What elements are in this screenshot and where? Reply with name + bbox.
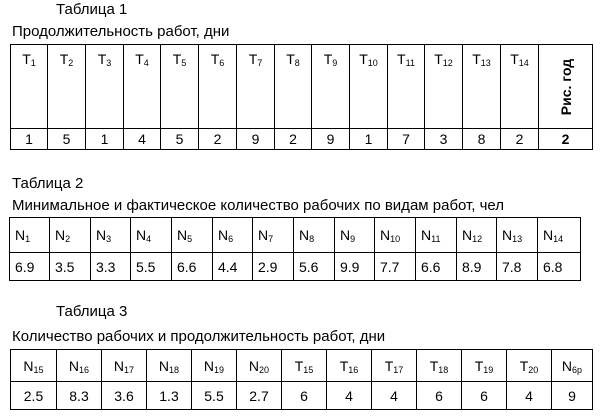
table2-title: Минимальное и фактическое количество рабочих по видам работ, чел: [12, 197, 505, 214]
table2-value-cell: 4.4: [213, 253, 253, 281]
table1-value-cell: 8: [463, 129, 501, 150]
table3-header-cell: $N_{20}$: [237, 350, 282, 382]
table1-value-cell: 9: [312, 129, 350, 150]
table1-value-row: [11, 129, 593, 150]
table2-header-cell: $N_1$: [10, 218, 50, 253]
table2-header-cell: $N_{10}$: [375, 218, 416, 253]
table2-value-cell: 8.9: [457, 253, 497, 281]
table2-value-cell: 3.3: [91, 253, 131, 281]
table3-value-cell: 6: [462, 382, 507, 410]
table2-value-cell: 5.5: [131, 253, 172, 281]
table1-header-cell: $T_2$: [48, 45, 86, 129]
table2-header-cell: $N_4$: [131, 218, 172, 253]
table3-header-cell: $T_{15}$: [282, 350, 327, 382]
table1-title: Продолжительность работ, дни: [12, 23, 230, 40]
table3-value-cell: 4: [327, 382, 372, 410]
table2-header-cell: $N_{14}$: [538, 218, 581, 253]
table2-caption: Таблица 2: [12, 175, 84, 192]
table2-value-cell: 3.5: [50, 253, 91, 281]
table2-header-cell: $N_9$: [335, 218, 375, 253]
table2-header-cell: $N_3$: [91, 218, 131, 253]
table3-title: Количество рабочих и продолжительность работ, дни: [12, 328, 386, 345]
table1-value-cell: 3: [425, 129, 463, 150]
table1-value-cell: 2: [275, 129, 312, 150]
table1: [10, 44, 593, 150]
table2-header-cell: $N_2$: [50, 218, 91, 253]
table3-caption: Таблица 3: [56, 303, 128, 320]
table1-header-row: [11, 45, 593, 129]
table1-header-cell: $T_6$: [199, 45, 237, 129]
table3-value-cell: 8.3: [57, 382, 102, 410]
table1-header-cell: $T_{13}$: [463, 45, 501, 129]
table3-header-cell: $N_{6р}$: [552, 350, 593, 382]
table2-value-cell: 7.7: [375, 253, 416, 281]
table2: [9, 217, 581, 281]
table3-header-cell: $T_{19}$: [462, 350, 507, 382]
table2-header-cell: $N_6$: [213, 218, 253, 253]
table2-value-cell: 6.6: [172, 253, 213, 281]
table1-value-cell: 1: [86, 129, 124, 150]
table1-header-cell: $T_1$: [11, 45, 48, 129]
table1-header-cell: $T_5$: [161, 45, 199, 129]
table1-value-cell: 1: [350, 129, 388, 150]
table3-value-cell: 4: [372, 382, 417, 410]
table1-value-cell: 5: [161, 129, 199, 150]
table1-header-cell: $T_4$: [124, 45, 161, 129]
table1-value-cell: 4: [124, 129, 161, 150]
table1-value-cell: 2: [199, 129, 237, 150]
table1-value-cell: 7: [388, 129, 425, 150]
table2-header-cell: $N_{12}$: [457, 218, 497, 253]
table3-header-cell: $T_{17}$: [372, 350, 417, 382]
table2-value-row: [10, 253, 581, 281]
table3-header-cell: $T_{16}$: [327, 350, 372, 382]
table3-value-cell: 9: [552, 382, 593, 410]
table3-header-cell: $T_{20}$: [507, 350, 552, 382]
table1-value-cell: 5: [48, 129, 86, 150]
table2-value-cell: 2.9: [253, 253, 294, 281]
table1-header-cell: $T_{14}$: [501, 45, 539, 129]
table1-header-cell: $T_{11}$: [388, 45, 425, 129]
table1-header-cell: $T_3$: [86, 45, 124, 129]
table3-header-cell: $T_{18}$: [417, 350, 462, 382]
table1-header-cell: $T_9$: [312, 45, 350, 129]
table3-value-cell: 2.5: [11, 382, 57, 410]
table2-header-cell: $N_5$: [172, 218, 213, 253]
table1-header-cell: $T_8$: [275, 45, 312, 129]
table3-value-row: [11, 382, 593, 410]
table3-header-cell: $N_{15}$: [11, 350, 57, 382]
table3-header-cell: $N_{17}$: [102, 350, 147, 382]
table1-value-cell-bold: 2: [539, 129, 593, 150]
table2-value-cell: 5.6: [294, 253, 335, 281]
table1-value-cell: 1: [11, 129, 48, 150]
table1-header-cell: $T_{10}$: [350, 45, 388, 129]
table2-header-cell: $N_7$: [253, 218, 294, 253]
table3-value-cell: 1.3: [147, 382, 192, 410]
table3-header-cell: $N_{16}$: [57, 350, 102, 382]
table1-caption: Таблица 1: [56, 1, 128, 18]
table2-value-cell: 7.8: [497, 253, 538, 281]
table2-value-cell: 6.8: [538, 253, 581, 281]
table1-header-cell: $T_7$: [237, 45, 275, 129]
table2-header-cell: $N_8$: [294, 218, 335, 253]
table2-value-cell: 6.9: [10, 253, 50, 281]
table3-header-cell: $N_{19}$: [192, 350, 237, 382]
table2-header-cell: $N_{13}$: [497, 218, 538, 253]
table3-header-cell: $N_{18}$: [147, 350, 192, 382]
table1-value-cell: 2: [501, 129, 539, 150]
table2-header-cell: $N_{11}$: [416, 218, 457, 253]
table3-value-cell: 5.5: [192, 382, 237, 410]
table3: [10, 349, 593, 410]
table3-value-cell: 3.6: [102, 382, 147, 410]
table1-value-cell: 9: [237, 129, 275, 150]
table1-header-cell-rotated: Рис. год: [539, 45, 593, 129]
table3-value-cell: 2.7: [237, 382, 282, 410]
table2-value-cell: 6.6: [416, 253, 457, 281]
table3-header-row: [11, 350, 593, 382]
table2-header-row: [10, 218, 581, 253]
table3-value-cell: 6: [417, 382, 462, 410]
table2-value-cell: 9.9: [335, 253, 375, 281]
table3-value-cell: 4: [507, 382, 552, 410]
table3-value-cell: 6: [282, 382, 327, 410]
table1-header-cell: $T_{12}$: [425, 45, 463, 129]
